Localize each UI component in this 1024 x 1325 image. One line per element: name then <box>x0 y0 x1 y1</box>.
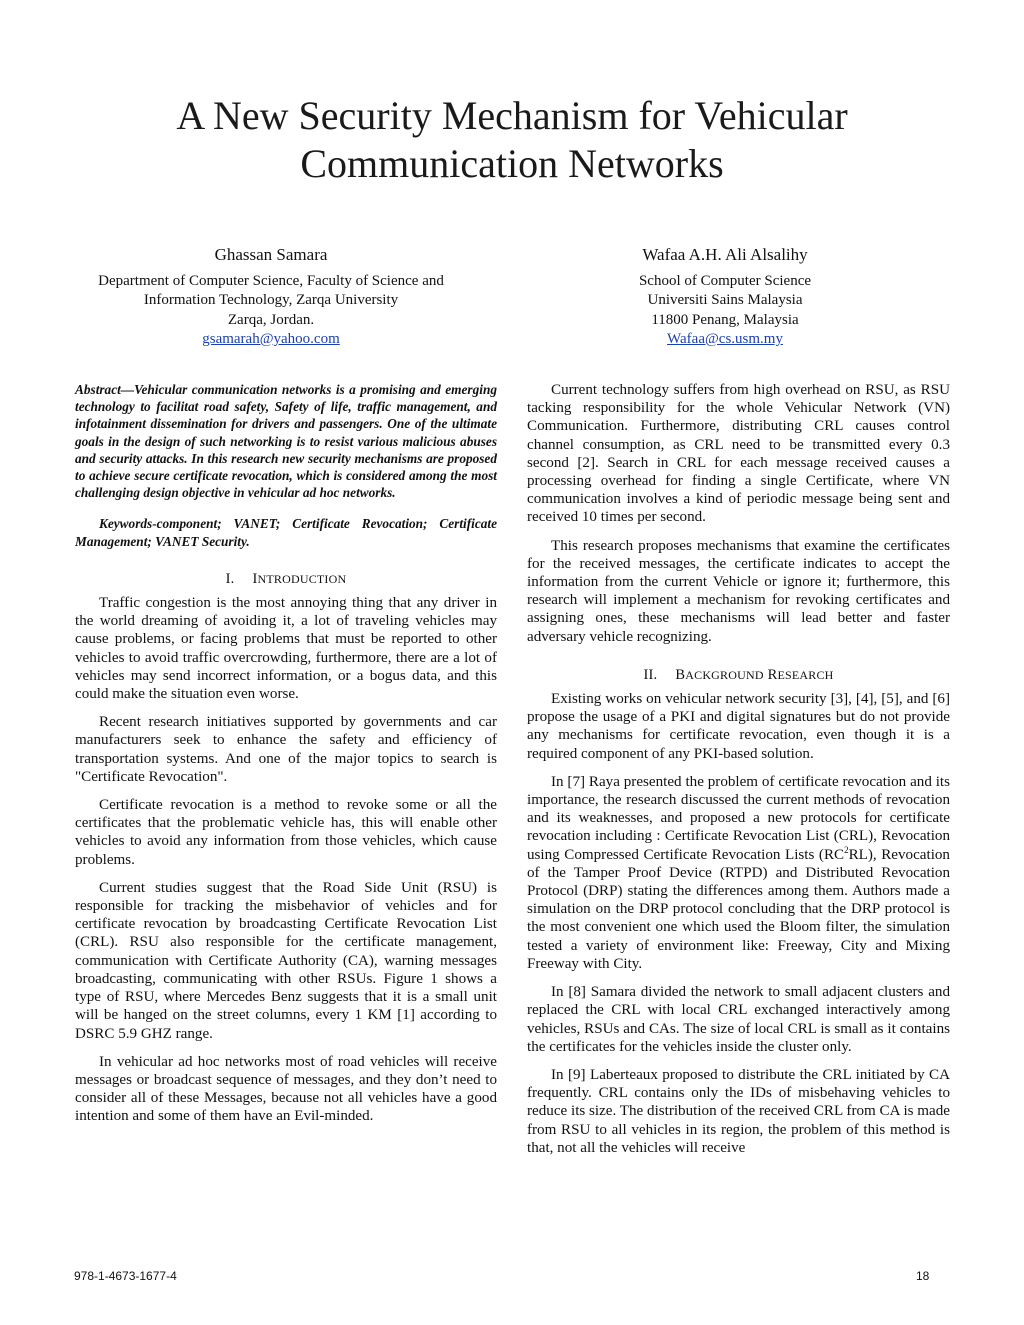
abstract <box>75 381 497 501</box>
paper-title <box>0 92 1024 188</box>
author-block-1 <box>74 244 468 349</box>
author-name: Ghassan Samara <box>214 245 328 264</box>
author-affiliation: Zarqa, Jordan. <box>227 311 315 328</box>
paragraph: In vehicular ad hoc networks most of road vehicles will receive messages or broadcast sequence of messages, and they don’t need to consider all of these Messages, because not all vehicles have a good intention and some of them have an Evil-minded. <box>75 1053 497 1125</box>
paragraph: Existing works on vehicular network security [3], [4], [5], and [6] propose the usage of a PKI and digital signatures but do not provide any mechanisms for certificate revocation, even though it is a required component of any PKI-based solution. <box>527 691 950 762</box>
paragraph: In [9] Laberteaux proposed to distribute the CRL initiated by CA frequently. CRL contains only the IDs of misbehaving vehicles to reduce its size. The distribution of the received CRL from CA is made from RSU to all vehicles in its region, the problem of this method is that, not all the vehicles will receive <box>527 1066 950 1156</box>
author-name: Wafaa A.H. Ali Alsalihy <box>642 245 808 264</box>
right-column <box>527 381 950 1167</box>
author-affiliation: 11800 Penang, Malaysia <box>651 311 799 328</box>
abstract-label: Abstract— <box>75 382 135 397</box>
author-email-link[interactable]: Wafaa@cs.usm.my <box>667 330 783 347</box>
keywords: Keywords-component; VANET; Certificate Revocation; Certificate Management; VANET Security. <box>75 516 497 549</box>
author-affiliation: School of Computer Science <box>638 273 812 289</box>
author-affiliation: Universiti Sains Malaysia <box>647 292 803 309</box>
paragraph: Current studies suggest that the Road Side Unit (RSU) is responsible for tracking the misbehavior of vehicles and for certificate revocation by broadcasting Certificate Revocation List (CRL). RSU also responsible for the certificate management, communication with Certificate Authority (CA), warning messages broadcasting, communicating with other RSUs. Figure 1 shows a type of RSU, where Mercedes Benz suggests that it is a small unit will be hanged on the street columns, every 1 KM [1] according to DSRC 5.9 GHZ range. <box>75 879 497 1042</box>
title-line-1: A New Security Mechanism for Vehicular <box>176 93 848 138</box>
paragraph: Certificate revocation is a method to revoke some or all the certificates that the problematic vehicle has, this will enable other vehicles to avoid any information from those vehicles, which cause problems. <box>75 797 497 868</box>
author-affiliation: Information Technology, Zarqa University <box>143 292 399 309</box>
paragraph: Traffic congestion is the most annoying thing that any driver in the world dreaming of avoiding it, a lot of traveling vehicles may cause problems, or facing problems that must be reported to other vehicles to avoid traffic overcrowding, furthermore, there are a lot of vehicles may send incorrect information, or a bogus data, and this could make the situation even worse. <box>75 595 497 703</box>
footer-isbn: 978-1-4673-1677-4 <box>74 1269 177 1283</box>
section-heading-introduction: I. INTRODUCTION <box>225 570 347 587</box>
left-column <box>75 381 497 1136</box>
author-block-2 <box>590 244 860 349</box>
paragraph: Current technology suffers from high overhead on RSU, as RSU tacking responsibility for the whole Vehicular Network (VN) Communication. Furthermore, distributing CRL causes control channel consumption, as CRL need to be transmitted every 0.3 second [2]. Search in CRL for each message received causes a processing overhead for finding a single Certificate, where VN communication involves a kind of periodic message being sent and received 10 times per second. <box>527 382 950 526</box>
paragraph: In [7] Raya presented the problem of certificate revocation and its importance, the research discussed the current methods of revocation and its weaknesses, and proposed a new protocols for certificate revocation including : Certificate Revocation List (CRL), Revocation using Compressed Certificate Revocation Lists $(RC^2RL)$, Revocation of the Tamper Proof Device (RTPD) and Distributed Revocation Protocol (DRP) stating the differences among them. Authors made a simulation on the DRP protocol concluding that the DRP protocol is the most convenient one which used the Bloom filter, the simulation tested a variety of environment like: Freeway, City and Mixing Freeway with City. <box>527 773 950 972</box>
page-number: 18 <box>916 1269 930 1283</box>
paragraph: This research proposes mechanisms that examine the certificates for the received messages, the certificate indicates to accept the information from the current Vehicle or ignore it; furthermore, this research will implement a mechanism for revoking certificates and assigning ones, these mechanisms will lead better and faster adversary vehicle recognizing. <box>527 537 950 645</box>
author-email-link[interactable]: gsamarah@yahoo.com <box>202 330 340 347</box>
title-line-2: Communication Networks <box>300 141 724 186</box>
section-heading-background: II. BACKGROUND RESEARCH <box>643 666 834 683</box>
paragraph: Recent research initiatives supported by governments and car manufacturers seek to enhance the safety and efficiency of transportation systems. And one of the major topics to search is "Certificate Revocation". <box>75 714 497 785</box>
abstract-text: Vehicular communication networks is a promising and emerging technology to facilitat road safety, Safety of life, traffic management, and infotainment dissemination for drivers and passengers. One of the ultimate goals in the design of such networking is to resist various malicious abuses and security attacks. In this research new security mechanisms are proposed to achieve secure certificate revocation, which is considered among the most challenging design objective in vehicular ad hoc networks. <box>75 382 497 501</box>
paragraph: In [8] Samara divided the network to small adjacent clusters and replaced the CRL with local CRL exchanged interactively among vehicles, RSUs and CAs. The size of local CRL is small as it contains the certificates for the vehicles inside the cluster only. <box>527 984 950 1055</box>
author-affiliation: Department of Computer Science, Faculty of Science and <box>98 273 444 289</box>
